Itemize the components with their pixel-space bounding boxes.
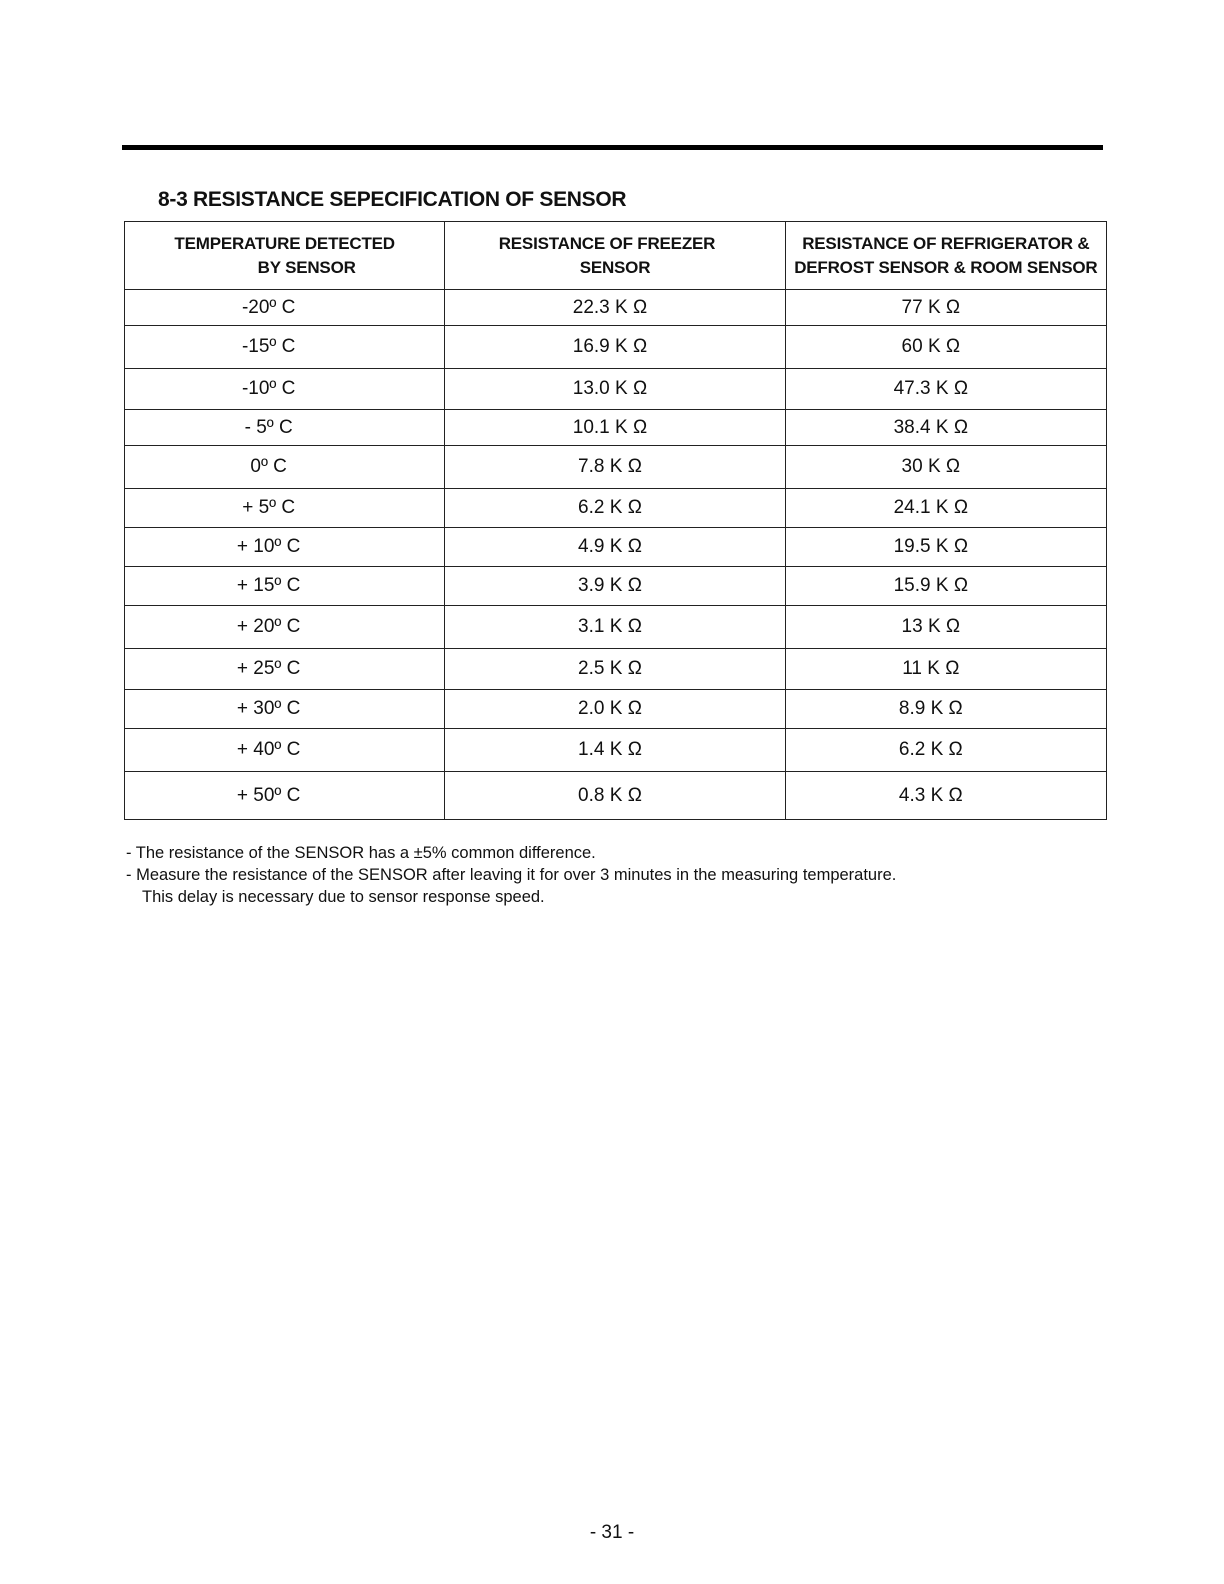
- refrigerator-resistance-cell: 38.4 K Ω: [785, 410, 1106, 446]
- freezer-resistance-cell: 7.8 K Ω: [445, 446, 785, 489]
- table-row: [125, 606, 1107, 649]
- refrigerator-resistance-cell: 13 K Ω: [785, 606, 1106, 649]
- header-freezer-line1: RESISTANCE OF FREEZER: [498, 233, 716, 253]
- temperature-cell: + 40º C: [125, 729, 445, 772]
- temperature-cell: -10º C: [125, 369, 445, 410]
- temperature-cell: + 5º C: [125, 489, 445, 528]
- freezer-resistance-cell: 4.9 K Ω: [445, 528, 785, 567]
- temperature-cell: - 5º C: [125, 410, 445, 446]
- section-title: 8-3 RESISTANCE SEPECIFICATION OF SENSOR: [158, 188, 627, 211]
- temperature-cell: + 25º C: [125, 649, 445, 690]
- table-row: [125, 528, 1107, 567]
- refrigerator-resistance-cell: 19.5 K Ω: [785, 528, 1106, 567]
- refrigerator-resistance-cell: 11 K Ω: [785, 649, 1106, 690]
- freezer-resistance-cell: 22.3 K Ω: [445, 290, 785, 326]
- table-row: [125, 489, 1107, 528]
- table-row: [125, 567, 1107, 606]
- freezer-resistance-cell: 16.9 K Ω: [445, 326, 785, 369]
- refrigerator-resistance-cell: 4.3 K Ω: [785, 772, 1106, 820]
- refrigerator-resistance-cell: 15.9 K Ω: [785, 567, 1106, 606]
- temperature-cell: -20º C: [125, 290, 445, 326]
- header-refrigerator-line1: RESISTANCE OF REFRIGERATOR &: [802, 233, 1090, 253]
- notes: [126, 842, 896, 908]
- freezer-resistance-cell: 6.2 K Ω: [445, 489, 785, 528]
- table-row: [125, 446, 1107, 489]
- freezer-resistance-cell: 0.8 K Ω: [445, 772, 785, 820]
- temperature-cell: + 20º C: [125, 606, 445, 649]
- header-refrigerator-line2: DEFROST SENSOR & ROOM SENSOR: [794, 257, 1098, 277]
- header-temperature-line1: TEMPERATURE DETECTED: [174, 233, 395, 253]
- table-row: [125, 649, 1107, 690]
- freezer-resistance-cell: 2.0 K Ω: [445, 690, 785, 729]
- table-row: [125, 369, 1107, 410]
- temperature-cell: + 10º C: [125, 528, 445, 567]
- header-temperature: [125, 222, 445, 290]
- note-tolerance: - The resistance of the SENSOR has a ±5% common difference.: [126, 844, 596, 862]
- table-body: [125, 290, 1107, 820]
- header-temperature-line2: BY SENSOR: [257, 257, 356, 277]
- refrigerator-resistance-cell: 24.1 K Ω: [785, 489, 1106, 528]
- top-rule: [122, 145, 1103, 150]
- freezer-resistance-cell: 13.0 K Ω: [445, 369, 785, 410]
- sensor-resistance-table: [124, 221, 1107, 820]
- refrigerator-resistance-cell: 6.2 K Ω: [785, 729, 1106, 772]
- temperature-cell: + 15º C: [125, 567, 445, 606]
- note-measure: - Measure the resistance of the SENSOR after leaving it for over 3 minutes in the measuring temperature.: [126, 866, 897, 884]
- temperature-cell: 0º C: [125, 446, 445, 489]
- freezer-resistance-cell: 3.1 K Ω: [445, 606, 785, 649]
- refrigerator-resistance-cell: 30 K Ω: [785, 446, 1106, 489]
- freezer-resistance-cell: 2.5 K Ω: [445, 649, 785, 690]
- refrigerator-resistance-cell: 77 K Ω: [785, 290, 1106, 326]
- header-refrigerator: [785, 222, 1106, 290]
- freezer-resistance-cell: 10.1 K Ω: [445, 410, 785, 446]
- temperature-cell: + 30º C: [125, 690, 445, 729]
- refrigerator-resistance-cell: 60 K Ω: [785, 326, 1106, 369]
- refrigerator-resistance-cell: 8.9 K Ω: [785, 690, 1106, 729]
- table-row: [125, 410, 1107, 446]
- temperature-cell: + 50º C: [125, 772, 445, 820]
- header-freezer-line2: SENSOR: [579, 257, 651, 277]
- note-delay: This delay is necessary due to sensor response speed.: [142, 888, 545, 906]
- table-row: [125, 290, 1107, 326]
- table-row: [125, 690, 1107, 729]
- page-number: - 31 -: [589, 1522, 635, 1543]
- freezer-resistance-cell: 1.4 K Ω: [445, 729, 785, 772]
- header-freezer: [445, 222, 785, 290]
- table-row: [125, 326, 1107, 369]
- temperature-cell: -15º C: [125, 326, 445, 369]
- freezer-resistance-cell: 3.9 K Ω: [445, 567, 785, 606]
- table-header-row: [125, 222, 1107, 290]
- table-row: [125, 729, 1107, 772]
- refrigerator-resistance-cell: 47.3 K Ω: [785, 369, 1106, 410]
- table-row: [125, 772, 1107, 820]
